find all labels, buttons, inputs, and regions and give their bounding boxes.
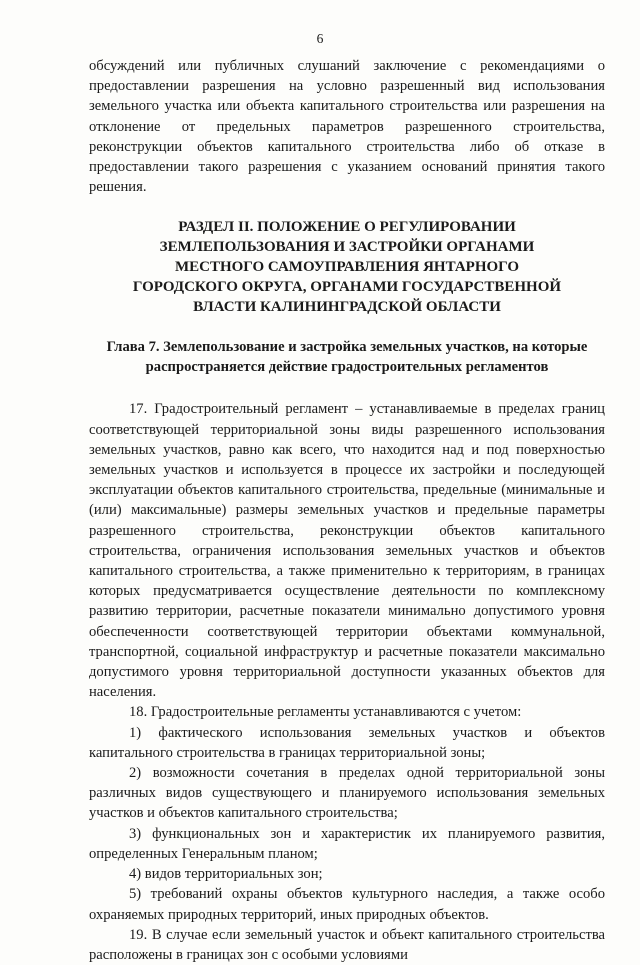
intro-paragraph: обсуждений или публичных слушаний заключение с рекомендациями о предоставлении разрешения на условно разрешенный вид использования земельного участка или объекта капитального строительства или разрешения на отклонение от предельных параметров разрешенного строительства, реконструкции объектов капитального строительства либо об отказе в предоставлении такого разрешения с указанием оснований принятия такого решения.: [89, 58, 605, 196]
chapter-title: Глава 7. Землепользование и застройка земельных участков, на которые распространяется действие градостроительных регламентов: [106, 339, 588, 376]
paragraph-18: 18. Градостроительные регламенты устанавливаются с учетом:: [129, 704, 522, 721]
page-number: 6: [316, 31, 324, 46]
paragraph-19: 19. В случае если земельный участок и объект капитального строительства расположены в границах зон с особыми условиями: [89, 926, 605, 963]
list-item: 3) функциональных зон и характеристик их планируемого развития, определенных Генеральным планом;: [89, 825, 605, 862]
section-title: РАЗДЕЛ II. ПОЛОЖЕНИЕ О РЕГУЛИРОВАНИИ ЗЕМЛЕПОЛЬЗОВАНИЯ И ЗАСТРОЙКИ ОРГАНАМИ МЕСТНОГО САМОУПРАВЛЕНИЯ ЯНТАРНОГО ГОРОДСКОГО ОКРУГА, ОРГАНАМИ ГОСУДАРСТВЕННОЙ ВЛАСТИ КАЛИНИНГРАДСКОЙ ОБЛАСТИ: [132, 219, 562, 316]
list-item: 4) видов территориальных зон;: [129, 866, 323, 883]
list-item: 5) требований охраны объектов культурного наследия, а также особо охраняемых природных территорий, иных природных объектов.: [89, 886, 605, 923]
page-content: [89, 56, 605, 965]
paragraph-17: 17. Градостроительный регламент – устанавливаемые в пределах границ соответствующей территориальной зоны виды разрешенного использования земельных участков, равно как всего, что находится над и под поверхностью земельных участков и используется в процессе их застройки и последующей эксплуатации объектов капитального строительства, предельные (минимальные и (или) максимальные) размеры земельных участков и предельные параметры разрешенного строительства, реконструкции объектов капитального строительства, ограничения использования земельных участков и объектов капитального строительства, а также применительно к территориям, в границах которых предусматривается осуществление деятельности по комплексному развитию территории, расчетные показатели минимально допустимого уровня обеспеченности соответствующей территории объектами коммунальной, транспортной, социальной инфраструктур и расчетные показатели максимально допустимого уровня территориальной доступности указанных объектов для населения.: [89, 401, 605, 701]
list-item: 2) возможности сочетания в пределах одной территориальной зоны различных видов существующего и планируемого использования земельных участков и объектов капитального строительства;: [89, 765, 605, 822]
list-item: 1) фактического использования земельных участков и объектов капитального строительства в границах территориальной зоны;: [89, 724, 605, 761]
